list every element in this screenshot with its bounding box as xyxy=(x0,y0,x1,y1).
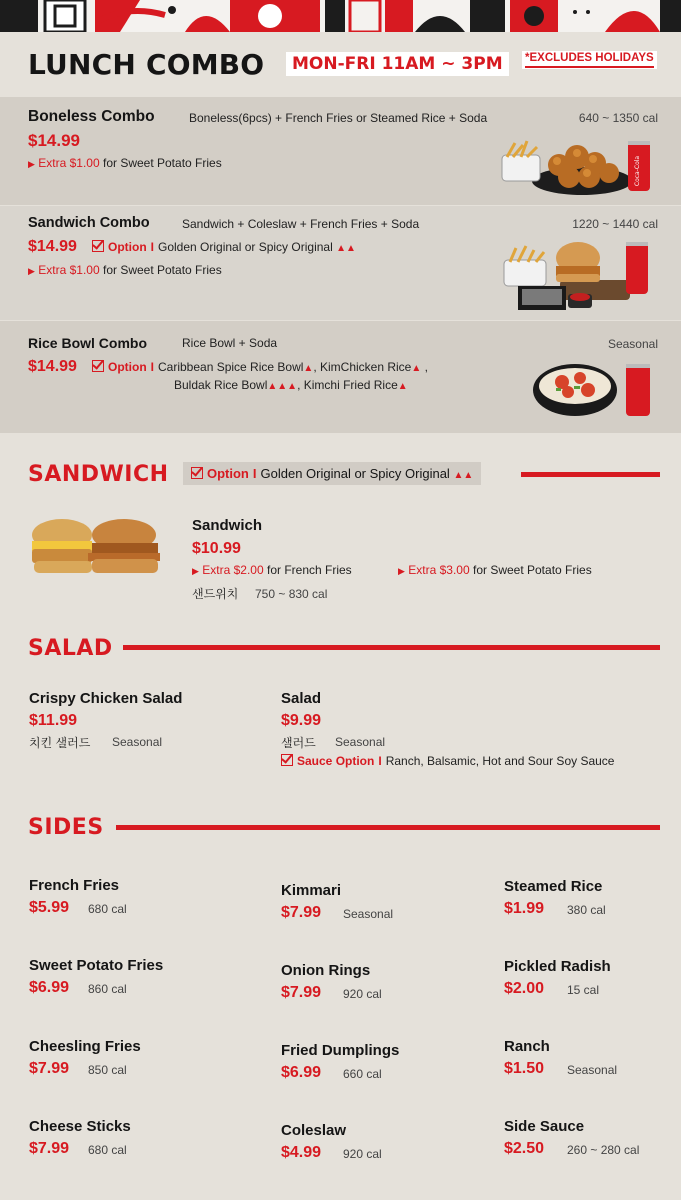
triangle-icon: ▶ xyxy=(28,266,35,276)
combo-description: Sandwich + Coleslaw + French Fries + Soda xyxy=(182,217,420,231)
combo-name: Rice Bowl Combo xyxy=(28,335,148,351)
side-item-name: French Fries xyxy=(29,877,120,894)
sandwich-extra-sweet-potato: ▶ Extra $3.00 for Sweet Potato Fries xyxy=(398,563,592,577)
salad-sauce-option: Sauce Option I Ranch, Balsamic, Hot and Sour Soy Sauce xyxy=(281,754,614,768)
combo-option-line2: Buldak Rice Bowl▲▲▲, Kimchi Fried Rice▲ xyxy=(174,378,408,392)
side-item-calories: 920 cal xyxy=(343,1147,382,1161)
side-item-name: Side Sauce xyxy=(504,1118,585,1135)
combo-description: Boneless(6pcs) + French Fries or Steamed Rice + Soda xyxy=(189,111,488,125)
spicy-icon: ▲ xyxy=(303,363,314,374)
sandwich-section-title: SANDWICH xyxy=(28,462,169,487)
side-item-price: $2.00 xyxy=(504,980,545,997)
salad-korean-name: 샐러드 xyxy=(281,736,316,750)
combo-option: Option I Golden Original or Spicy Original ▲▲ xyxy=(92,240,356,254)
sides-section-title: SIDES xyxy=(28,815,104,840)
salad-section-title: SALAD xyxy=(28,636,113,661)
side-item-calories: 850 cal xyxy=(88,1063,127,1077)
triangle-icon: ▶ xyxy=(28,159,35,169)
spicy-icon: ▲ xyxy=(397,381,408,392)
side-item-name: Sweet Potato Fries xyxy=(29,957,164,974)
combo-name: Boneless Combo xyxy=(28,108,155,125)
checkbox-icon xyxy=(92,360,104,372)
side-item-calories: 920 cal xyxy=(343,987,382,1001)
side-item-price: $1.50 xyxy=(504,1060,545,1077)
side-item-calories: 680 cal xyxy=(88,902,127,916)
side-item-price: $4.99 xyxy=(281,1144,322,1161)
spicy-icon: ▲ xyxy=(411,363,422,374)
combo-price: $14.99 xyxy=(28,358,77,375)
side-item-calories: Seasonal xyxy=(567,1063,618,1077)
checkbox-icon xyxy=(92,240,104,252)
soda-brand: Coca-Cola xyxy=(634,155,641,187)
side-item-name: Ranch xyxy=(504,1038,550,1055)
spicy-icon: ▲▲▲ xyxy=(267,381,298,392)
salad-korean-name: 치킨 샐러드 xyxy=(29,736,91,750)
salad-calories: Seasonal xyxy=(335,735,386,749)
combo-name: Sandwich Combo xyxy=(28,215,150,231)
side-item-price: $6.99 xyxy=(281,1064,322,1081)
side-item-calories: 680 cal xyxy=(88,1143,127,1157)
combo-calories: 640 ~ 1350 cal xyxy=(578,111,658,125)
combo-calories: 1220 ~ 1440 cal xyxy=(572,217,658,231)
combo-price: $14.99 xyxy=(28,131,80,150)
sandwich-combo-image xyxy=(500,240,660,316)
triangle-icon: ▶ xyxy=(398,566,405,576)
spicy-icon: ▲▲ xyxy=(453,470,474,481)
side-item-price: $7.99 xyxy=(29,1140,70,1157)
salad-item-name: Crispy Chicken Salad xyxy=(29,690,183,707)
side-item-calories: 15 cal xyxy=(567,983,600,997)
side-item-price: $2.50 xyxy=(504,1140,545,1157)
sandwich-korean-name: 샌드위치 xyxy=(192,587,239,601)
side-item-calories: 260 ~ 280 cal xyxy=(567,1143,640,1157)
side-item-price: $7.99 xyxy=(281,904,322,921)
spicy-icon: ▲▲ xyxy=(336,243,356,254)
combo-calories: Seasonal xyxy=(607,337,658,351)
decorative-banner xyxy=(0,0,681,32)
salad-item-price: $9.99 xyxy=(281,712,322,729)
side-item-price: $7.99 xyxy=(281,984,322,1001)
section-divider xyxy=(521,472,660,477)
checkbox-icon xyxy=(281,754,293,766)
lunch-hours-badge: MON-FRI 11AM ~ 3PM xyxy=(286,52,509,76)
sandwich-item-name: Sandwich xyxy=(192,517,263,534)
combo-extra: ▶ Extra $1.00 for Sweet Potato Fries xyxy=(28,263,222,277)
side-item-name: Kimmari xyxy=(281,882,342,899)
lunch-combo-title: LUNCH COMBO xyxy=(28,48,265,81)
sandwich-calories: 750 ~ 830 cal xyxy=(255,587,328,601)
sandwich-option-box: Option I Golden Original or Spicy Original ▲▲ xyxy=(183,462,481,485)
sandwich-item-price: $10.99 xyxy=(192,540,241,557)
sandwich-image xyxy=(28,515,164,583)
combo-description: Rice Bowl + Soda xyxy=(182,336,278,350)
side-item-calories: 380 cal xyxy=(567,903,606,917)
sandwich-extra-fries: ▶ Extra $2.00 for French Fries xyxy=(192,563,352,577)
side-item-price: $6.99 xyxy=(29,979,70,996)
side-item-calories: 860 cal xyxy=(88,982,127,996)
side-item-price: $7.99 xyxy=(29,1060,70,1077)
combo-price: $14.99 xyxy=(28,238,77,255)
salad-calories: Seasonal xyxy=(112,735,163,749)
side-item-price: $1.99 xyxy=(504,900,545,917)
section-divider xyxy=(116,825,660,830)
side-item-calories: Seasonal xyxy=(343,907,394,921)
side-item-name: Coleslaw xyxy=(281,1122,347,1139)
side-item-name: Fried Dumplings xyxy=(281,1042,400,1059)
salad-item-name: Salad xyxy=(281,690,322,707)
excludes-holidays-note: *EXCLUDES HOLIDAYS xyxy=(522,51,657,69)
side-item-name: Pickled Radish xyxy=(504,958,611,975)
side-item-calories: 660 cal xyxy=(343,1067,382,1081)
checkbox-icon xyxy=(191,467,203,479)
side-item-name: Cheese Sticks xyxy=(29,1118,131,1135)
combo-extra: ▶ Extra $1.00 for Sweet Potato Fries xyxy=(28,156,222,170)
side-item-name: Steamed Rice xyxy=(504,878,603,895)
boneless-combo-image xyxy=(497,133,659,199)
side-item-name: Cheesling Fries xyxy=(29,1038,141,1055)
rice-bowl-combo-image xyxy=(530,358,660,420)
side-item-name: Onion Rings xyxy=(281,962,371,979)
triangle-icon: ▶ xyxy=(192,566,199,576)
combo-option: Option I Caribbean Spice Rice Bowl▲, KimChicken Rice▲ , xyxy=(92,360,428,374)
section-divider xyxy=(123,645,660,650)
side-item-price: $5.99 xyxy=(29,899,70,916)
salad-item-price: $11.99 xyxy=(29,712,78,729)
